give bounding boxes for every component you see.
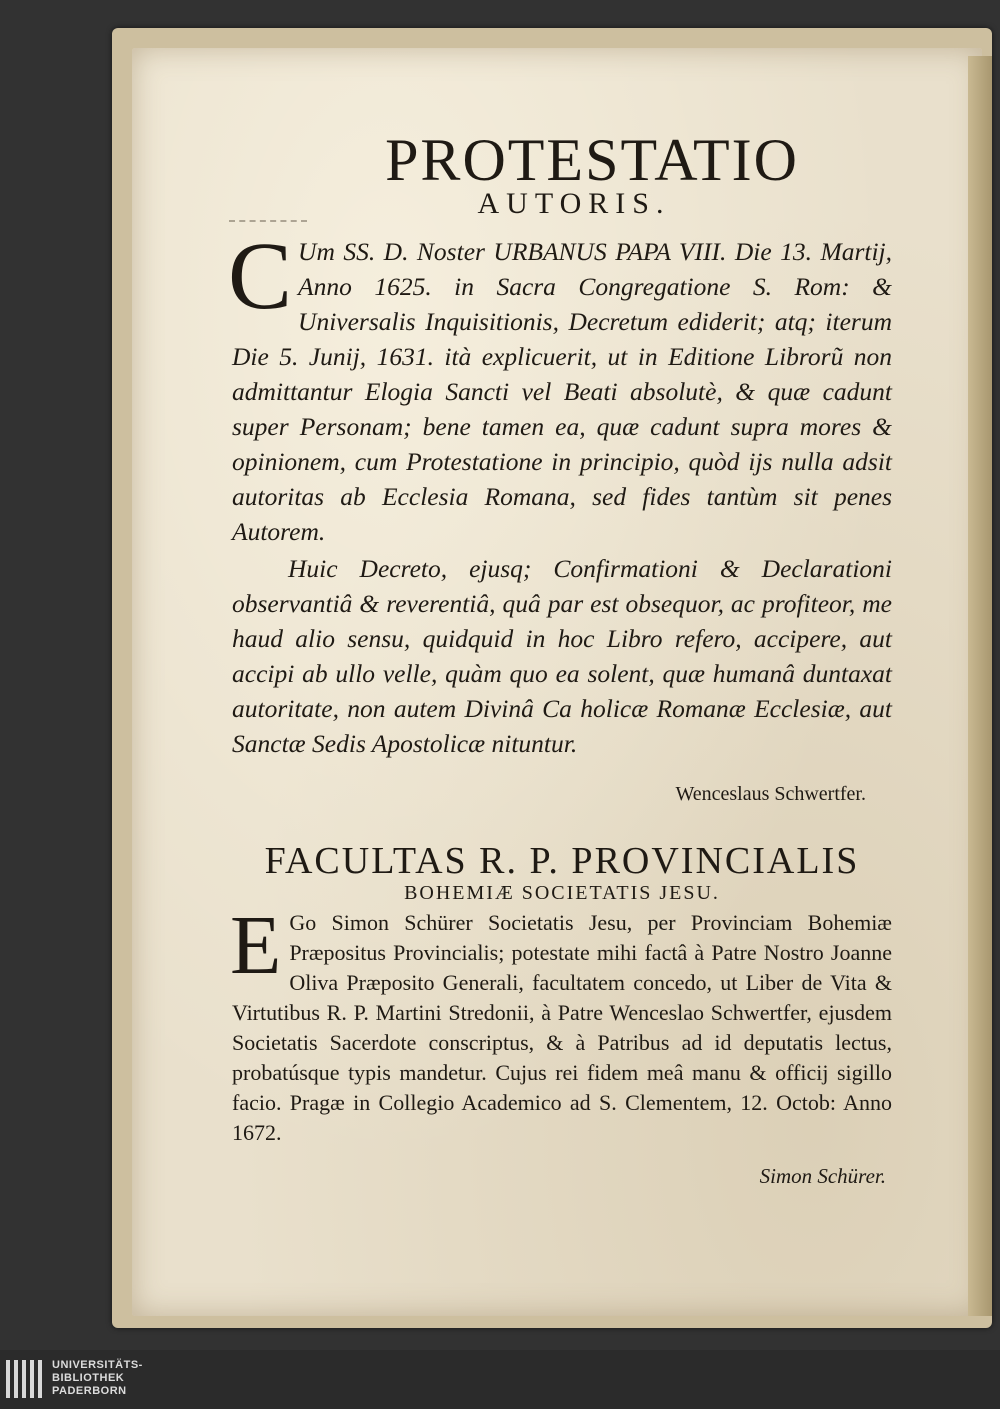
drop-cap-c: C (228, 222, 293, 329)
page-edge (968, 56, 992, 1316)
title-sub: AUTORIS. (477, 187, 671, 220)
facultas-subtitle: BOHEMIÆ SOCIETATIS JESU. (404, 882, 720, 904)
library-logo-icon (6, 1360, 46, 1398)
drop-cap-e: E (230, 899, 282, 992)
facultas-text: Go Simon Schürer Societatis Jesu, per Provinciam Bohemiæ Præpositus Provincialis; potestate mihi factâ à Patre Nostro Joanne Oliva Præposito Generali, facultatem concedo, ut Liber de Vita & Virtutibus R. P. Martini Stredonii, à Patre Wenceslao Schwertfer, ejusdem Societatis Sacerdote conscriptus, & à Patribus ad id deputatis lectus, probatúsque typis mandetur. Cujus rei fidem meâ manu & officij sigillo facio. Pragæ in Collegio Academico ad S. Clementem, 12. Octob: Anno 1672. (232, 910, 892, 1145)
logo-line-3: PADERBORN (52, 1385, 127, 1397)
logo-line-2: BIBLIOTHEK (52, 1372, 125, 1384)
signature-schurer: Simon Schürer. (759, 1164, 886, 1188)
page-text (228, 127, 892, 1189)
library-footer (0, 1350, 1000, 1409)
library-logo-text (52, 1359, 143, 1398)
declaration-paragraph: Huic Decreto, ejusq; Confirmationi & Declarationi observantiâ & reverentiâ, quâ par est obsequor, ac profiteor, me haud alio sensu, quidquid in hoc Libro refero, accipere, aut accipi ab ullo velle, quàm quo ea solent, quæ humanâ duntaxat autoritate, non autem Divinâ Ca holicæ Romanæ Ecclesiæ, aut Sanctæ Sedis Apostolicæ nituntur. (232, 554, 892, 758)
facultas-title: FACULTAS R. P. PROVINCIALIS (264, 840, 860, 882)
signature-schwertfer: Wenceslaus Schwertfer. (675, 783, 866, 805)
logo-line-1: UNIVERSITÄTS- (52, 1359, 143, 1371)
protestation-paragraph (228, 222, 892, 549)
facultas-paragraph (230, 899, 892, 1148)
title-main: PROTESTATIO (385, 127, 799, 193)
protestation-text: Um SS. D. Noster URBANUS PAPA VIII. Die 13. Martij, Anno 1625. in Sacra Congregatione S. Rom: & Universalis Inquisitionis, Decretum ediderit; atq; iterum Die 5. Junij, 1631. ità explicuerit, ut in Editione Librorũ non admittantur Elogia Sancti vel Beati absolutè, & quæ cadunt super Personam; bene tamen ea, quæ cadunt supra mores & opinionem, cum Protestatione in principio, quòd ijs nulla adsit autoritas ab Ecclesia Romana, sed fides tantùm sit penes Autorem. (232, 237, 892, 546)
